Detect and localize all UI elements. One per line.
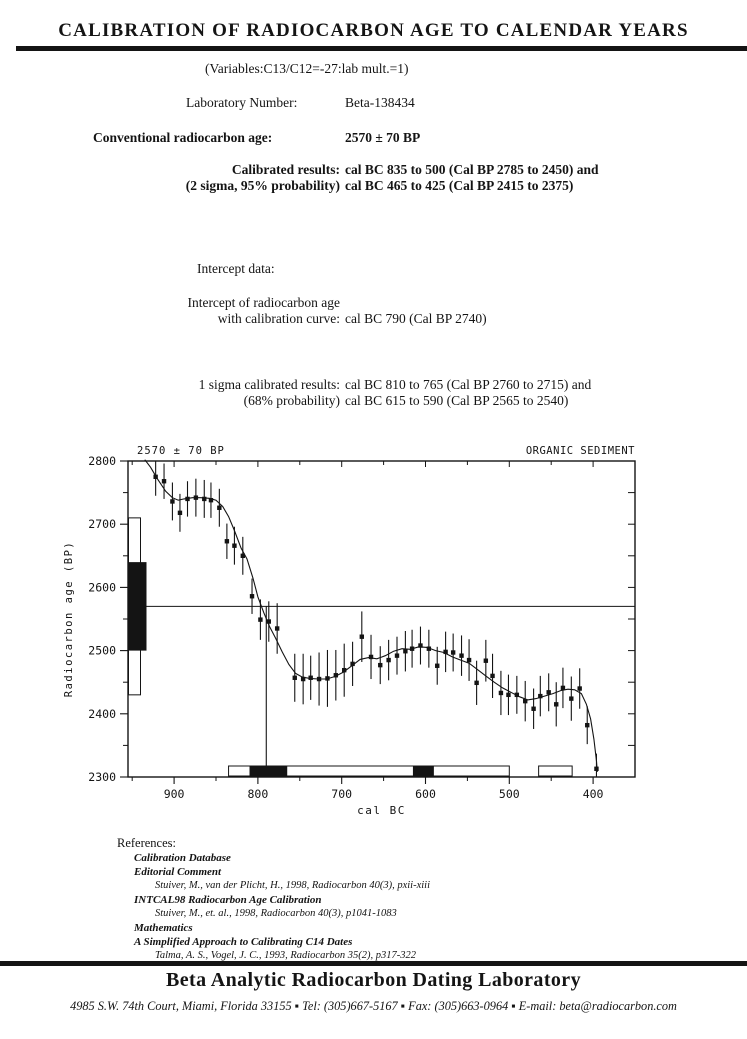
intercept-value: cal BC 790 (Cal BP 2740)	[345, 311, 487, 326]
reference-title: INTCAL98 Radiocarbon Age Calibration	[134, 894, 322, 906]
data-point	[162, 479, 166, 483]
calibrated-range-1sigma-bar	[250, 766, 288, 776]
data-point	[459, 653, 463, 657]
data-point	[467, 658, 471, 662]
chart-material-label: ORGANIC SEDIMENT	[525, 445, 635, 457]
data-point	[267, 619, 271, 623]
y-tick-label: 2400	[88, 706, 116, 721]
data-point	[386, 658, 390, 662]
data-point	[546, 690, 550, 694]
intercept-section-heading: Intercept data:	[197, 261, 275, 276]
data-point	[209, 498, 213, 502]
calibrated-results-label-line1: Calibrated results:	[231, 162, 340, 177]
reference-title: A Simplified Approach to Calibrating C14 Dates	[134, 936, 353, 948]
x-tick-label: 600	[415, 787, 436, 801]
one-sigma-label	[40, 377, 340, 409]
one-sigma-value-line1: cal BC 810 to 765 (Cal BP 2760 to 2715) and	[345, 377, 592, 392]
reference-title: Mathematics	[134, 922, 193, 934]
reference-title: Calibration Database	[134, 852, 231, 864]
data-point	[275, 626, 279, 630]
data-point	[427, 647, 431, 651]
data-point	[531, 707, 535, 711]
data-point	[577, 686, 581, 690]
data-point	[258, 617, 262, 621]
data-point	[369, 655, 373, 659]
reference-citation: Stuiver, M., van der Plicht, H., 1998, Radiocarbon 40(3), pxii-xiii	[155, 880, 430, 891]
data-point	[506, 693, 510, 697]
reference-title: Editorial Comment	[134, 866, 222, 878]
data-point	[538, 694, 542, 698]
footer-rule	[0, 961, 747, 966]
page-title: CALIBRATION OF RADIOCARBON AGE TO CALENDAR YEARS	[58, 20, 689, 41]
data-point	[350, 662, 354, 666]
data-point	[403, 649, 407, 653]
data-point	[378, 663, 382, 667]
reference-citation: Talma, A. S., Vogel, J. C., 1993, Radiocarbon 35(2), p317-322	[155, 950, 417, 961]
age-distribution-1sigma-bar	[129, 562, 147, 650]
x-tick-label: 400	[582, 787, 604, 801]
data-point	[515, 693, 519, 697]
data-point	[334, 673, 338, 677]
data-point	[178, 511, 182, 515]
x-axis-title: cal BC	[357, 804, 406, 817]
data-point	[185, 497, 189, 501]
y-tick-label: 2700	[88, 517, 116, 532]
x-tick-label: 500	[498, 787, 520, 801]
data-point	[250, 594, 254, 598]
data-point	[301, 677, 305, 681]
data-point	[594, 767, 598, 771]
data-point	[395, 653, 399, 657]
data-point	[153, 475, 157, 479]
data-point	[202, 497, 206, 501]
data-point	[217, 506, 221, 510]
calibration-chart-area	[55, 438, 660, 818]
data-point	[490, 674, 494, 678]
data-point	[342, 668, 346, 672]
data-point	[170, 499, 174, 503]
x-tick-label: 700	[331, 787, 353, 801]
data-point	[293, 676, 297, 680]
y-axis-title: Radiocarbon age (BP)	[63, 540, 75, 698]
chart-sample-age-label: 2570 ± 70 BP	[137, 445, 225, 457]
lab-number-label: Laboratory Number:	[186, 95, 298, 110]
x-tick-label: 800	[247, 787, 269, 801]
calibrated-results-value	[345, 162, 599, 194]
data-point	[241, 554, 245, 558]
calibration-curve	[145, 460, 598, 772]
y-tick-label: 2600	[88, 580, 116, 595]
data-point	[225, 539, 229, 543]
intercept-label-line2: with calibration curve:	[217, 311, 340, 326]
data-point	[499, 691, 503, 695]
one-sigma-value-line2: cal BC 615 to 590 (Cal BP 2565 to 2540)	[345, 393, 569, 408]
data-point	[554, 702, 558, 706]
laboratory-address: 4985 S.W. 74th Court, Miami, Florida 33155 ▪ Tel: (305)667-5167 ▪ Fax: (305)663-0964 ▪ E-mail: beta@radiocarbon.com	[70, 999, 677, 1013]
conventional-age-value: 2570 ± 70 BP	[345, 130, 421, 145]
calibrated-results-label	[40, 162, 340, 194]
calibrated-range-1sigma-bar	[413, 766, 434, 776]
intercept-label-line1: Intercept of radiocarbon age	[187, 295, 340, 310]
data-point	[410, 647, 414, 651]
calibrated-range-2sigma-bar	[539, 766, 573, 776]
calibrated-results-value-line2: cal BC 465 to 425 (Cal BP 2415 to 2375)	[345, 178, 574, 193]
one-sigma-label-line2: (68% probability)	[243, 393, 340, 408]
data-point	[308, 676, 312, 680]
data-point	[585, 723, 589, 727]
data-point	[360, 634, 364, 638]
calibrated-results-label-line2: (2 sigma, 95% probability)	[185, 178, 340, 193]
one-sigma-label-line1: 1 sigma calibrated results:	[198, 377, 340, 392]
reference-citation: Stuiver, M., et. al., 1998, Radiocarbon 40(3), p1041-1083	[155, 908, 397, 919]
data-point	[232, 543, 236, 547]
data-point	[194, 495, 198, 499]
intercept-label	[40, 295, 340, 327]
data-point	[435, 664, 439, 668]
conventional-age-label: Conventional radiocarbon age:	[93, 130, 273, 145]
references-heading: References:	[117, 836, 176, 850]
variables-line: (Variables:C13/C12=-27:lab mult.=1)	[205, 61, 409, 76]
data-point	[325, 676, 329, 680]
y-tick-label: 2800	[88, 454, 116, 468]
y-tick-label: 2300	[88, 770, 116, 784]
y-tick-label: 2500	[88, 643, 116, 658]
data-point	[569, 696, 573, 700]
data-point	[418, 643, 422, 647]
calibration-chart	[55, 438, 660, 818]
data-point	[317, 677, 321, 681]
data-point	[523, 699, 527, 703]
data-point	[474, 681, 478, 685]
data-point	[484, 659, 488, 663]
x-tick-label: 900	[163, 787, 185, 801]
one-sigma-value	[345, 377, 591, 409]
data-point	[443, 650, 447, 654]
data-point	[561, 686, 565, 690]
title-rule	[16, 46, 747, 51]
calibrated-results-value-line1: cal BC 835 to 500 (Cal BP 2785 to 2450) and	[345, 162, 599, 177]
lab-number-value: Beta-138434	[345, 95, 415, 110]
data-point	[451, 650, 455, 654]
laboratory-name: Beta Analytic Radiocarbon Dating Laboratory	[166, 969, 581, 991]
